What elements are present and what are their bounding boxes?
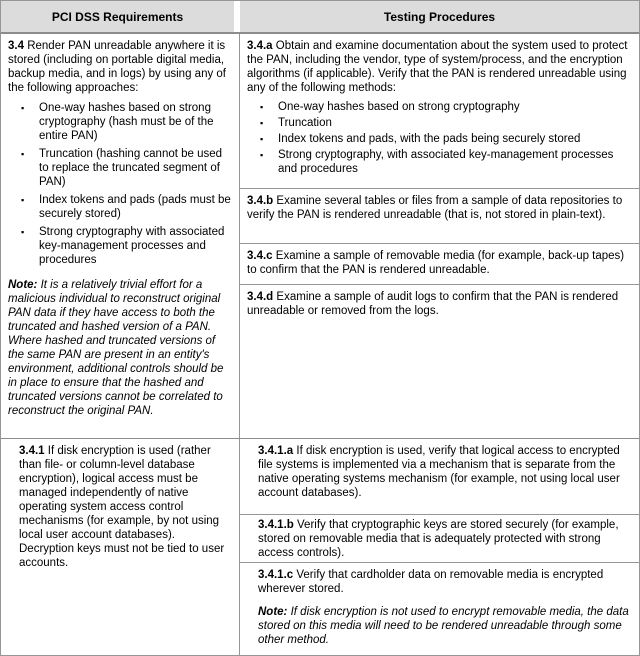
procedure-3-4-a-text: 3.4.a Obtain and examine documentation about the system used to protect the PAN, including the vendor, type of system/process, and the encryption algorithms (if applicable). Verify that the PAN is rendered unreadable using any of the following methods: [247, 40, 628, 94]
procedure-3-4-1-a-text: 3.4.1.a If disk encryption is used, verify that logical access to encrypted file systems is implemented via a mechanism that is separate from the native operating systems mechanism (for example, not using local user account databases). [258, 445, 620, 499]
table-header-row [1, 1, 639, 34]
procedure-3-4-a-cell [240, 34, 639, 189]
bullet-square-icon: ▪ [21, 195, 25, 205]
list-item: ▪ One-way hashes based on strong cryptography [260, 101, 520, 113]
list-item: ▪ Index tokens and pads, with the pads being securely stored [260, 133, 581, 145]
procedures-column [240, 439, 639, 655]
procedure-3-4-c-text: 3.4.c Examine a sample of removable media (for example, back-up tapes) to confirm that the PAN is rendered unreadable. [247, 250, 625, 276]
bullet-square-icon: ▪ [260, 150, 264, 160]
requirement-3-4-text: 3.4 Render PAN unreadable anywhere it is stored (including on portable digital media, backup media, and in logs) by using any of the following approaches: [8, 40, 226, 94]
header-cell-procedures [240, 1, 639, 32]
bullet-square-icon: ▪ [21, 103, 25, 113]
bullet-square-icon: ▪ [21, 227, 25, 237]
requirement-3-4-1-cell [1, 439, 240, 655]
list-item: ▪ Index tokens and pads (pads must be securely stored) [21, 194, 231, 220]
procedure-3-4-b-cell [240, 189, 639, 244]
procedure-id: 3.4.b [247, 195, 274, 207]
header-cell-requirements [1, 1, 234, 32]
list-item: ▪ Truncation [260, 117, 332, 129]
procedure-id: 3.4.c [247, 250, 273, 262]
requirement-3-4-cell [1, 34, 240, 438]
procedure-3-4-c-cell [240, 244, 639, 285]
procedure-3-4-1-b-cell [240, 515, 639, 563]
procedure-3-4-1-c-text: 3.4.1.c Verify that cardholder data on removable media is encrypted wherever stored. [258, 569, 604, 595]
list-item: ▪ Strong cryptography with associated key-management processes and procedures [21, 226, 225, 266]
procedure-id: 3.4.a [247, 40, 273, 52]
procedures-column-title: Testing Procedures [383, 9, 496, 24]
procedures-column [240, 34, 639, 438]
requirement-id: 3.4 [8, 40, 24, 52]
procedure-3-4-1-c-note: Note: If disk encryption is not used to encrypt removable media, the data stored on this media will need to be rendered unreadable through some other method. [258, 606, 629, 646]
procedure-3-4-d-text: 3.4.d Examine a sample of audit logs to confirm that the PAN is rendered unreadable or removed from the logs. [247, 291, 619, 317]
procedure-id: 3.4.1.c [258, 569, 294, 581]
procedure-3-4-1-b-text: 3.4.1.b Verify that cryptographic keys are stored securely (for example, stored on removable media that is adequately protected with strong access controls). [258, 519, 619, 559]
procedure-id: 3.4.d [247, 291, 274, 303]
procedure-3-4-b-text: 3.4.b Examine several tables or files from a sample of data repositories to verify the PAN is rendered unreadable (that is, not stored in plain-text). [247, 195, 623, 221]
table-row [1, 439, 639, 655]
list-item: ▪ One-way hashes based on strong cryptography (hash must be of the entire PAN) [21, 102, 214, 142]
list-item: ▪ Strong cryptography, with associated key-management processes and procedures [260, 149, 614, 175]
bullet-square-icon: ▪ [21, 149, 25, 159]
procedure-3-4-1-a-cell [240, 439, 639, 515]
note-label: Note: [8, 279, 38, 291]
procedure-3-4-a-bullet-list [247, 100, 633, 176]
requirement-3-4-note: Note: It is a relatively trivial effort for a malicious individual to reconstruct original PAN data if they have access to both the truncated and hashed version of a PAN. Where hashed and truncated versions of the same PAN are present in an entity's environment, additional controls should be in place to ensure that the hashed and truncated versions cannot be correlated to reconstruct the original PAN. [8, 279, 224, 417]
requirement-3-4-1-text: 3.4.1 If disk encryption is used (rather than file- or column-level database encryption), logical access must be managed independently of native operating system access control mechanisms (for example, by not using local user account databases). Decryption keys must not be tied to user accounts. [19, 445, 225, 569]
list-item: ▪ Truncation (hashing cannot be used to replace the truncated segment of PAN) [21, 148, 223, 188]
procedure-id: 3.4.1.b [258, 519, 294, 531]
bullet-square-icon: ▪ [260, 102, 264, 112]
procedure-id: 3.4.1.a [258, 445, 294, 457]
note-label: Note: [258, 606, 288, 618]
procedure-3-4-1-c-cell [240, 563, 639, 655]
requirement-id: 3.4.1 [19, 445, 45, 457]
bullet-square-icon: ▪ [260, 118, 264, 128]
procedure-3-4-d-cell [240, 285, 639, 438]
bullet-square-icon: ▪ [260, 134, 264, 144]
table-row [1, 34, 639, 439]
requirement-3-4-bullet-list [8, 101, 233, 267]
requirements-column-title: PCI DSS Requirements [51, 9, 184, 24]
